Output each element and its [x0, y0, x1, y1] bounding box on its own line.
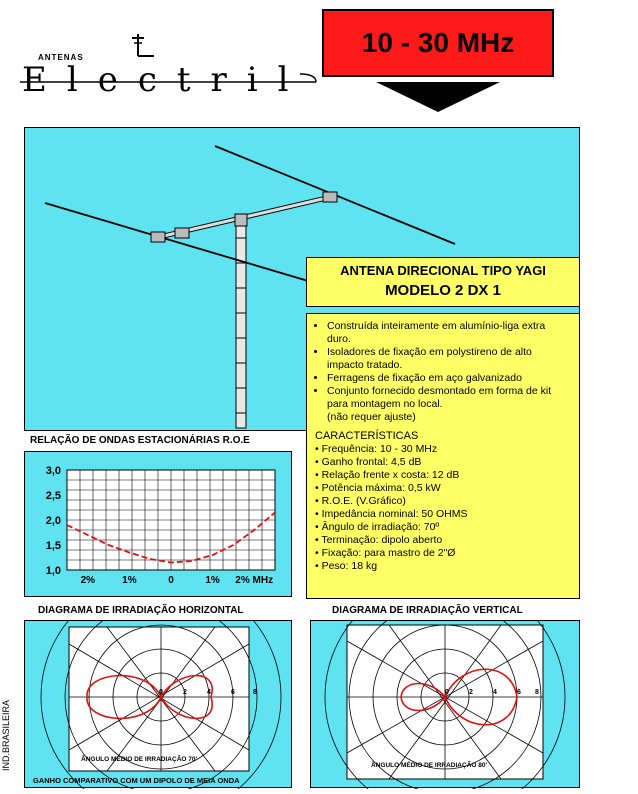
x-tick-label: 0 [168, 575, 174, 586]
characteristic-item: • Ganho frontal: 4,5 dB [315, 456, 422, 468]
vertical-diagram-panel [310, 620, 580, 788]
product-model: MODELO 2 DX 1 [385, 282, 501, 299]
characteristic-item: • Terminação: dipolo aberto [315, 534, 443, 546]
brand-underline [20, 72, 320, 88]
roe-chart [25, 452, 293, 598]
antenna-logo-icon [128, 30, 158, 58]
x-tick-label: 2% [80, 575, 96, 586]
characteristics-heading: CARACTERÍSTICAS [315, 430, 419, 442]
characteristic-item: • Peso: 18 kg [315, 560, 378, 572]
horizontal-polar-diagram [25, 621, 293, 789]
polar-scale-label: 4 [207, 689, 211, 696]
x-tick-label: 2% MHz [235, 575, 274, 586]
characteristic-item: • R.O.E. (V.Gráfico) [315, 495, 406, 507]
product-title-line1: ANTENA DIRECIONAL TIPO YAGI [340, 263, 546, 278]
down-arrow-icon [376, 82, 500, 112]
polar-scale-label: 2 [469, 689, 473, 696]
x-tick-label: 1% [122, 575, 137, 586]
vertical-polar-diagram [311, 621, 581, 789]
characteristic-item: • Relação frente x costa: 12 dB [315, 469, 460, 481]
y-tick-label: 3,0 [45, 465, 61, 477]
polar-scale-label: 6 [231, 689, 235, 696]
feature-item: • Conjunto fornecido desmontado em forma de kit para montagem no local. [327, 385, 571, 411]
polar-scale-label: 8 [535, 689, 539, 696]
feature-item: • Construída inteiramente em alumínio-liga extra duro. [327, 320, 571, 346]
horizontal-diagram-title: DIAGRAMA DE IRRADIAÇÃO HORIZONTAL [38, 605, 244, 616]
horizontal-diagram-panel [24, 620, 292, 788]
polar-scale-label: 4 [493, 689, 497, 696]
y-tick-label: 1,5 [45, 540, 61, 552]
polar-scale-label: 0 [445, 689, 449, 696]
y-tick-label: 2,5 [45, 490, 61, 502]
specifications-box [306, 313, 580, 599]
horizontal-angle-note: ÂNGULO MÉDIO DE IRRADIAÇÃO 70' [81, 756, 198, 763]
brand-name: Electril [22, 60, 309, 100]
polar-scale-label: 0 [159, 689, 163, 696]
characteristic-item: • Fixação: para mastro de 2"Ø [315, 547, 456, 559]
polar-scale-label: 6 [517, 689, 521, 696]
y-tick-label: 1,0 [45, 565, 61, 577]
brand-subtitle: ANTENAS [38, 53, 84, 62]
roe-section-title: RELAÇÃO DE ONDAS ESTACIONÁRIAS R.O.E [30, 435, 250, 446]
x-tick-label: 1% [205, 575, 220, 586]
vertical-diagram-title: DIAGRAMA DE IRRADIAÇÃO VERTICAL [332, 605, 523, 616]
feature-item: • Ferragens de fixação em aço galvanizado [327, 372, 571, 385]
roe-chart-panel [24, 451, 292, 597]
side-text: IND.BRASILEIRA [1, 700, 11, 772]
characteristic-item: • Frequência: 10 - 30 MHz [315, 443, 438, 455]
feature-note: (não requer ajuste) [327, 411, 416, 423]
frequency-banner: 10 - 30 MHz [322, 9, 554, 77]
gain-footer: GANHO COMPARATIVO COM UM DIPOLO DE MEIA ONDA [33, 776, 240, 785]
characteristic-item: • Ângulo de irradiação: 70º [315, 521, 440, 533]
vertical-angle-note: ÂNGULO MÉDIO DE IRRADIAÇÃO 80' [371, 762, 488, 769]
polar-scale-label: 8 [253, 689, 257, 696]
feature-item: • Isoladores de fixação em polystireno de alto impacto tratado. [327, 346, 571, 372]
product-title-box [306, 257, 580, 307]
y-tick-label: 2,0 [45, 515, 61, 527]
characteristic-item: • Potência máxima: 0,5 kW [315, 482, 441, 494]
polar-scale-label: 2 [183, 689, 187, 696]
characteristic-item: • Impedância nominal: 50 OHMS [315, 508, 468, 520]
